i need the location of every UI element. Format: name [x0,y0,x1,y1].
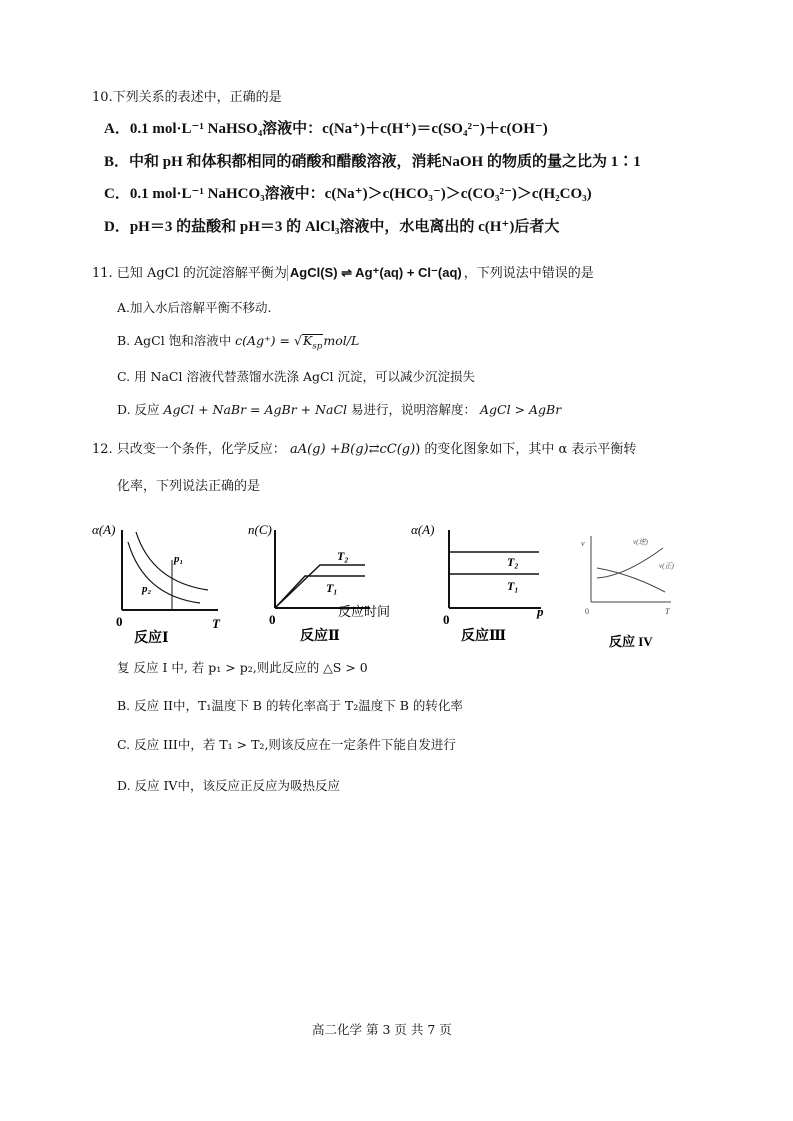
q11-option-b: B. AgCl 饱和溶液中 $c(Ag^+) = √K_{sp}mol/L$ [117,333,360,352]
graph1-origin: 0 [116,614,123,629]
graph2-line-t2 [275,565,365,608]
q10-option-d-label: D． [104,219,130,235]
q11-stem [92,262,594,281]
q11-option-a: A.加入水后溶解平衡不移动. [117,300,272,315]
q10-option-d [104,215,559,236]
q12-stem-line2: 化率，下列说法正确的是 [117,479,261,494]
graph3-origin: 0 [443,612,450,627]
graph-reaction-3 [405,520,555,650]
graph4-label-vfwd: v(正) [659,562,674,570]
graph4-ylabel: v [581,539,585,548]
q11-option-b-radicand [302,334,323,353]
q11-option-d-comparison: AgCl > AgBr [480,402,562,417]
graph1-xlabel: T [212,616,220,631]
graph1-caption: 反应Ⅰ [134,631,169,646]
q12-stem-post: ) 的变化图象如下，其中 α 表示平衡转 [415,442,637,457]
graph2-label-t2: T₂ [337,549,349,563]
q11-option-d-mid: 易进行，说明溶解度： [347,402,480,417]
q12-stem-equation: aA(g) +B(g)⇄cC(g) [289,442,416,457]
graph2-ylabel: n(C) [248,522,272,537]
graph4-caption: 反应 IV [609,634,653,649]
graph4-label-vrev: v(逆) [633,538,648,546]
q12-option-c: C. 反应 III中，若 T₁ > T₂,则该反应在一定条件下能自发进行 [117,737,456,752]
q11-option-b-unit: mol/L [323,333,360,348]
q10-option-b-label: B． [104,154,130,170]
graph3-label-t1: T₁ [507,579,519,593]
q11-option-d-pre: D. 反应 [117,402,164,417]
q10-option-b-text: 中和 pH 和体积都相同的硝酸和醋酸溶液，消耗NaOH 的物质的量之比为 1∶1 [129,154,641,170]
graph4-origin: 0 [585,607,589,616]
q11-option-b-text: B. AgCl 饱和溶液中 [117,333,236,348]
graph2-caption: 反应Ⅱ [300,629,340,644]
q12-option-a: 复 反应 I 中, 若 p₁ > p₂,则此反应的 △S > 0 [117,660,368,675]
q12-stem-pre: 12. 只改变一个条件，化学反应： [92,442,290,457]
graph-reaction-1 [90,520,230,650]
q12-option-d: D. 反应 IV中，该反应正反应为吸热反应 [117,778,340,793]
graph1-ylabel: α(A) [92,522,116,537]
graph2-label-t1: T₁ [326,581,338,595]
graph1-label-p2: p₂ [142,583,152,595]
q12-stem [92,438,636,457]
graph3-xlabel: p [537,604,544,619]
q10-option-b [104,150,641,171]
q10-option-c-text: 0.1 mol·L⁻¹ NaHCO₃溶液中：c(Na⁺)＞c(HCO₃⁻)＞c(CO₃²⁻)＞c(H₂CO₃) [129,186,592,202]
q10-option-a-text: 0.1 mol·L⁻¹ NaHSO₄溶液中：c(Na⁺)＋c(H⁺)＝c(SO₄²⁻)＋c(OH⁻) [129,121,548,137]
q11-stem-post: ，下列说法中错误的是 [463,266,594,281]
q10-option-a-label: A． [104,121,130,137]
q11-equation: AgCl(S) ⇌ Ag⁺(aq) + Cl⁻(aq) [287,265,464,281]
graph-reaction-4 [575,530,685,660]
graph-reaction-2 [240,520,400,650]
graph1-label-p1: p₁ [174,553,184,565]
graph2-xlabel: 反应时间 [338,604,391,619]
q11-option-c: C. 用 NaCl 溶液代替蒸馏水洗涤 AgCl 沉淀，可以减少沉淀损失 [117,369,476,384]
q10-stem: 10.下列关系的表述中，正确的是 [92,90,282,105]
graph3-label-t2: T₂ [507,555,519,569]
graph4-xlabel: T [665,607,670,616]
q12-option-b: B. 反应 II中，T₁温度下 B 的转化率高于 T₂温度下 B 的转化率 [117,698,463,713]
q11-option-b-lhs: c(Ag⁺) = [235,333,294,348]
graph4-curve-vfwd [597,568,665,592]
page-footer: 高二化学 第 3 页 共 7 页 [312,1022,452,1037]
q11-option-d [117,400,561,418]
q11-option-b-ksp-sub: sp [312,341,323,352]
graph4-curve-vrev [597,548,663,578]
q10-option-a [104,117,548,138]
q10-option-c [104,182,592,203]
q10-option-d-text: pH＝3 的盐酸和 pH＝3 的 AlCl₃溶液中，水电离出的 c(H⁺)后者大 [129,219,560,235]
graph2-origin: 0 [269,612,276,627]
q10-option-c-label: C． [104,186,130,202]
graph3-ylabel: α(A) [411,522,435,537]
q11-option-d-equation: AgCl + NaBr = AgBr + NaCl [163,402,348,417]
graph3-caption: 反应Ⅲ [461,629,507,644]
q11-option-b-k: K [302,333,313,348]
q11-stem-pre: 11. 已知 AgCl 的沉淀溶解平衡为 [92,266,287,281]
